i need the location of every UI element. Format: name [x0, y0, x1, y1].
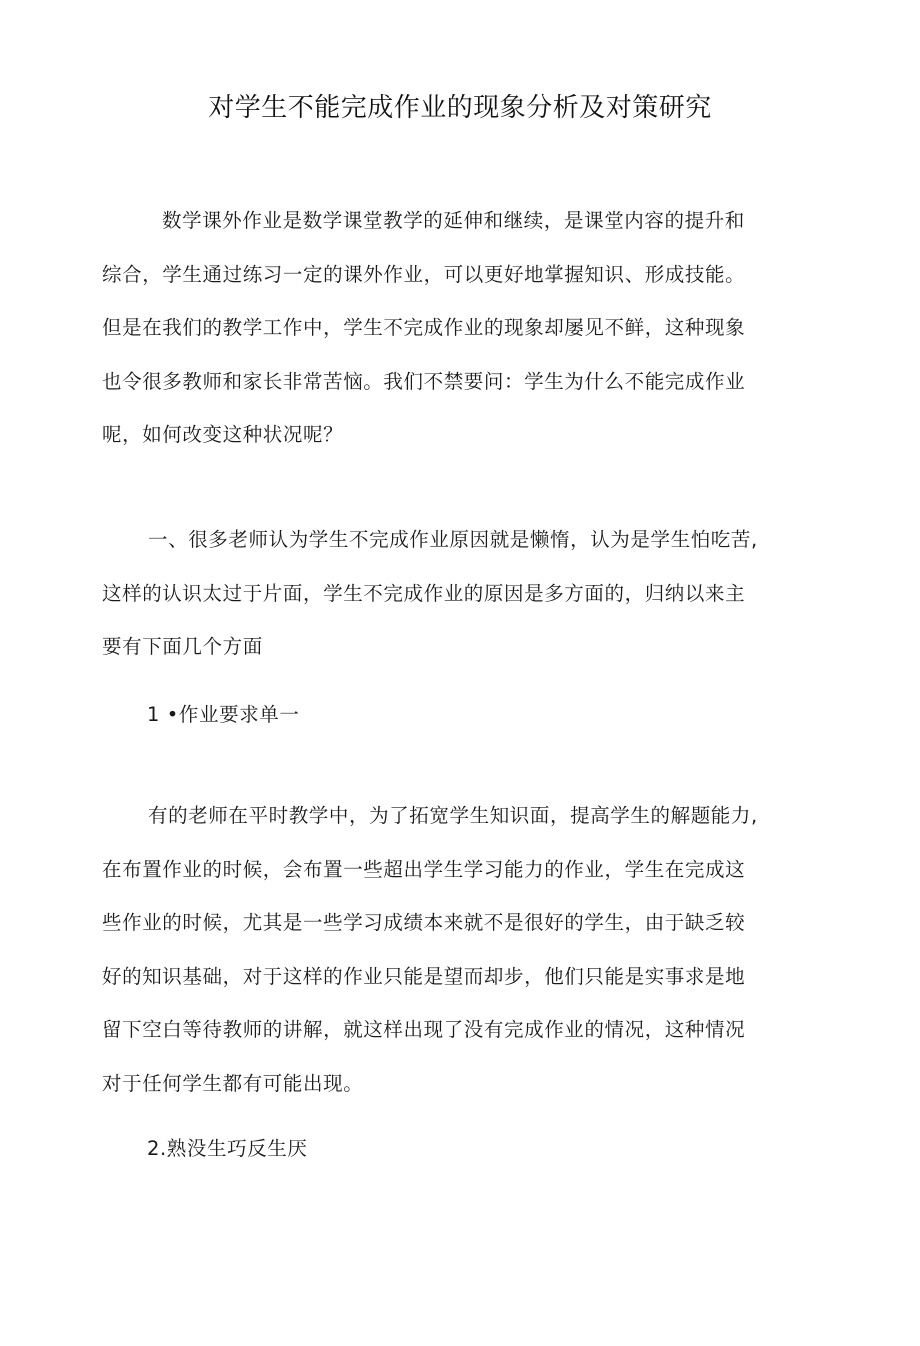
document-title: 对学生不能完成作业的现象分析及对策研究	[208, 93, 712, 123]
paragraph-line: 留下空白等待教师的讲解，就这样出现了没有完成作业的情况，这种情况	[102, 1018, 746, 1041]
paragraph-line: 呢，如何改变这种状况呢？	[102, 423, 344, 446]
paragraph-line: 但是在我们的教学工作中，学生不完成作业的现象却屡见不鲜，这种现象	[102, 316, 746, 339]
paragraph-line: 也令很多教师和家长非常苦恼。我们不禁要问：学生为什么不能完成作业	[102, 369, 746, 393]
paragraph-line: 在布置作业的时候，会布置一些超出学生学习能力的作业，学生在完成这	[102, 857, 746, 881]
paragraph-line: 些作业的时候，尤其是一些学习成绩本来就不是很好的学生，由于缺乏较	[102, 911, 746, 934]
paragraph-intro	[102, 194, 798, 462]
paragraph-detail	[102, 789, 798, 1110]
paragraph-line: 对于任何学生都有可能出现。	[102, 1071, 364, 1095]
subheading-1: 1 •作业要求单一	[147, 703, 300, 726]
subheading-2: 2.熟没生巧反生厌	[147, 1137, 308, 1160]
paragraph-line: 一、很多老师认为学生不完成作业原因就是懒惰，认为是学生怕吃苦,	[148, 528, 758, 551]
paragraph-line: 综合，学生通过练习一定的课外作业，可以更好地掌握知识、形成技能。	[102, 262, 746, 286]
paragraph-line: 这样的认识太过于片面，学生不完成作业的原因是多方面的，归纳以来主	[102, 581, 746, 605]
paragraph-line: 好的知识基础，对于这样的作业只能是望而却步，他们只能是实事求是地	[102, 964, 746, 988]
paragraph-line: 有的老师在平时教学中，为了拓宽学生知识面，提高学生的解题能力,	[148, 804, 758, 827]
paragraph-line: 要有下面几个方面	[102, 635, 263, 658]
paragraph-line: 数学课外作业是数学课堂教学的延伸和继续，是课堂内容的提升和	[162, 209, 745, 232]
paragraph-section-one	[102, 513, 798, 674]
